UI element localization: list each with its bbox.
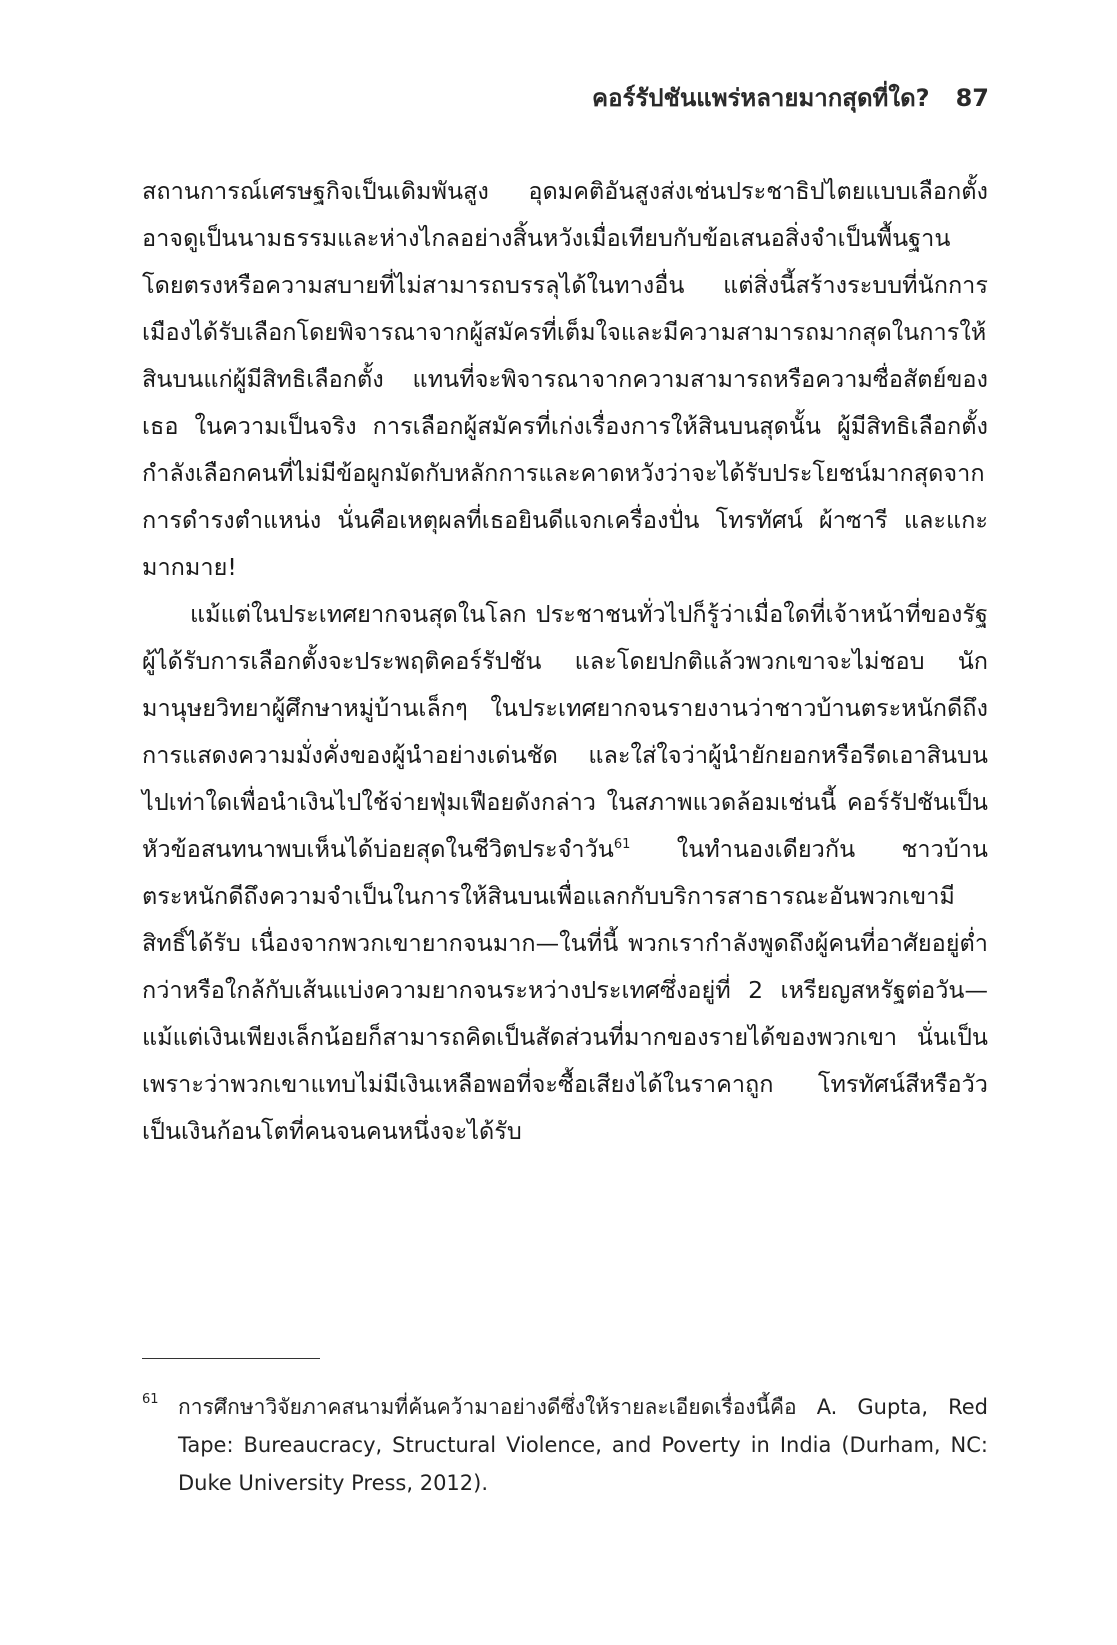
paragraph xyxy=(142,591,988,1155)
chapter-title: คอร์รัปชันแพร่หลายมากสุดที่ใด? xyxy=(592,84,930,112)
paragraph-text: แม้แต่ในประเทศยากจนสุดในโลก ประชาชนทั่วไปก็รู้ว่าเมื่อใดที่เจ้าหน้าที่ของรัฐผู้ได้รับการเลือกตั้งจะประพฤติคอร์รัปชัน และโดยปกติแล้วพวกเขาจะไม่ชอบ นักมานุษยวิทยาผู้ศึกษาหมู่บ้านเล็กๆ ในประเทศยากจนรายงานว่าชาวบ้านตระหนักดีถึงการแสดงความมั่งคั่งของผู้นำอย่างเด่นชัด และใส่ใจว่าผู้นำยักยอกหรือรีดเอาสินบนไปเท่าใดเพื่อนำเงินไปใช้จ่ายฟุ่มเฟือยดังกล่าว ในสภาพแวดล้อมเช่นนี้ คอร์รัปชันเป็นหัวข้อสนทนาพบเห็นได้บ่อยสุดในชีวิตประจำวัน xyxy=(142,600,988,863)
page-number: 87 xyxy=(955,84,989,112)
paragraph: สถานการณ์เศรษฐกิจเป็นเดิมพันสูง อุดมคติอันสูงส่งเช่นประชาธิปไตยแบบเลือกตั้งอาจดูเป็นนามธรรมและห่างไกลอย่างสิ้นหวังเมื่อเทียบกับข้อเสนอสิ่งจำเป็นพื้นฐานโดยตรงหรือความสบายที่ไม่สามารถบรรลุได้ในทางอื่น แต่สิ่งนี้สร้างระบบที่นักการเมืองได้รับเลือกโดยพิจารณาจากผู้สมัครที่เต็มใจและมีความสามารถมากสุดในการให้สินบนแก่ผู้มีสิทธิเลือกตั้ง แทนที่จะพิจารณาจากความสามารถหรือความซื่อสัตย์ของเธอ ในความเป็นจริง การเลือกผู้สมัครที่เก่งเรื่องการให้สินบนสุดนั้น ผู้มีสิทธิเลือกตั้งกำลังเลือกคนที่ไม่มีข้อผูกมัดกับหลักการและคาดหวังว่าจะได้รับประโยชน์มากสุดจากการดำรงตำแหน่ง นั่นคือเหตุผลที่เธอยินดีแจกเครื่องปั่น โทรทัศน์ ผ้าซารี และแกะมากมาย! xyxy=(142,177,988,581)
body-text xyxy=(142,168,988,1155)
paragraph-text: ในทำนองเดียวกัน ชาวบ้านตระหนักดีถึงความจำเป็นในการให้สินบนเพื่อแลกกับบริการสาธารณะอันพวกเขามีสิทธิ์ได้รับ เนื่องจากพวกเขายากจนมาก—ในที่นี้ พวกเรากำลังพูดถึงผู้คนที่อาศัยอยู่ต่ำกว่าหรือใกล้กับเส้นแบ่งความยากจนระหว่างประเทศซึ่งอยู่ที่ 2 เหรียญสหรัฐต่อวัน—แม้แต่เงินเพียงเล็กน้อยก็สามารถคิดเป็นสัดส่วนที่มากของรายได้ของพวกเขา นั่นเป็นเพราะว่าพวกเขาแทบไม่มีเงินเหลือพอที่จะซื้อเสียงได้ในราคาถูก โทรทัศน์สีหรือวัวเป็นเงินก้อนโตที่คนจนคนหนึ่งจะได้รับ xyxy=(142,835,988,1145)
footnote-reference[interactable]: 61 xyxy=(613,837,631,853)
footnote-number: 61 xyxy=(142,1392,159,1407)
footnote xyxy=(142,1388,988,1502)
running-header xyxy=(592,78,989,117)
footnote-text: การศึกษาวิจัยภาคสนามที่ค้นคว้ามาอย่างดีซึ่งให้รายละเอียดเรื่องนี้คือ A. Gupta, Red Tape: Bureaucracy, Structural Violence, and Poverty in India (Durham, NC: Duke University Press, 2012). xyxy=(178,1395,988,1495)
footnote-divider xyxy=(142,1358,320,1359)
